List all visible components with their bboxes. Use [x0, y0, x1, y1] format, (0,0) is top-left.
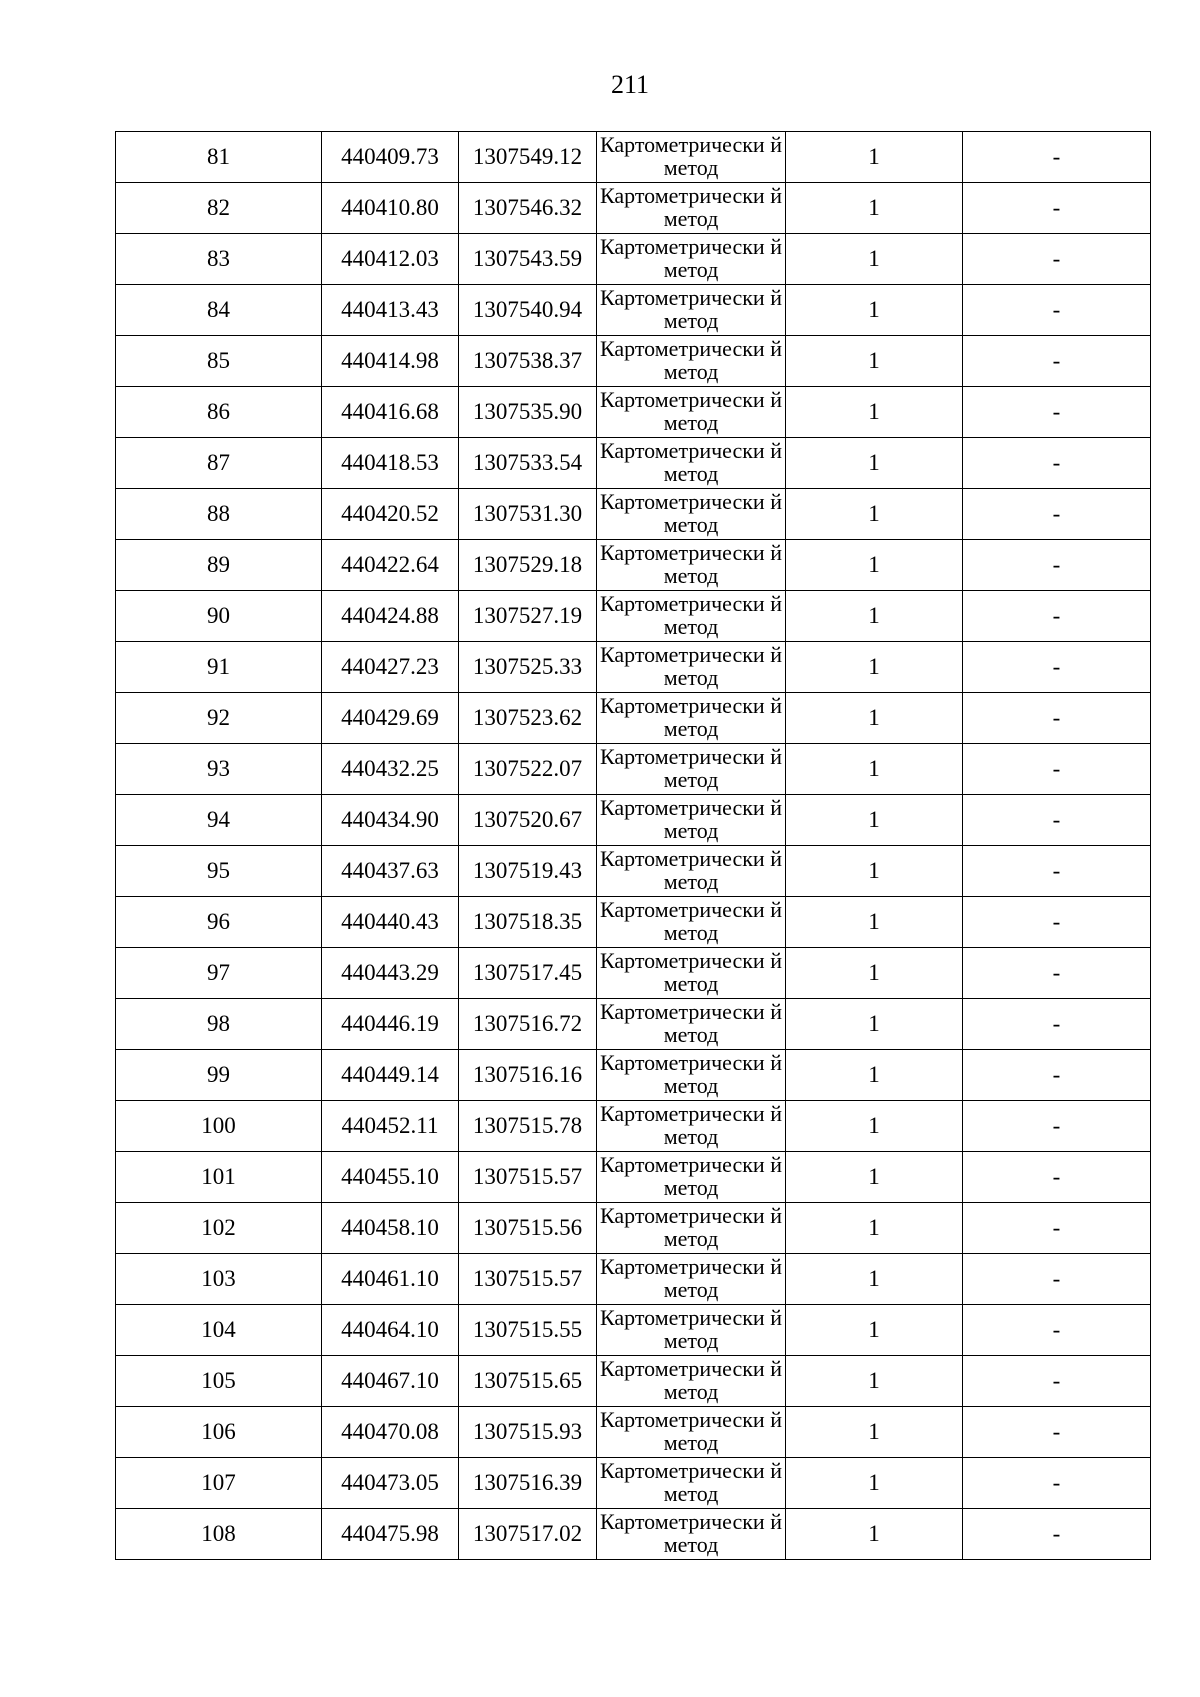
- point-number-cell: 99: [116, 1050, 322, 1101]
- x-coordinate-cell: 440458.10: [322, 1203, 459, 1254]
- note-cell: -: [963, 693, 1151, 744]
- y-coordinate-cell: 1307515.78: [459, 1101, 597, 1152]
- x-coordinate-cell: 440409.73: [322, 132, 459, 183]
- point-number-cell: 105: [116, 1356, 322, 1407]
- method-cell: [597, 642, 786, 693]
- table-row: [116, 1203, 1151, 1254]
- table-row: [116, 948, 1151, 999]
- accuracy-cell: 1: [786, 795, 963, 846]
- accuracy-cell: 1: [786, 489, 963, 540]
- accuracy-cell: 1: [786, 693, 963, 744]
- table-row: [116, 999, 1151, 1050]
- method-cell: [597, 846, 786, 897]
- table-row: [116, 1305, 1151, 1356]
- x-coordinate-cell: 440452.11: [322, 1101, 459, 1152]
- y-coordinate-cell: 1307516.16: [459, 1050, 597, 1101]
- method-cell: [597, 1407, 786, 1458]
- method-cell: [597, 183, 786, 234]
- x-coordinate-cell: 440410.80: [322, 183, 459, 234]
- y-coordinate-cell: 1307517.45: [459, 948, 597, 999]
- accuracy-cell: 1: [786, 999, 963, 1050]
- note-cell: -: [963, 336, 1151, 387]
- method-text: Картометрически й метод: [600, 541, 782, 588]
- x-coordinate-cell: 440413.43: [322, 285, 459, 336]
- note-cell: -: [963, 1203, 1151, 1254]
- accuracy-cell: 1: [786, 1203, 963, 1254]
- y-coordinate-cell: 1307515.57: [459, 1254, 597, 1305]
- note-cell: -: [963, 132, 1151, 183]
- point-number-cell: 95: [116, 846, 322, 897]
- method-text: Картометрически й метод: [600, 796, 782, 843]
- y-coordinate-cell: 1307515.55: [459, 1305, 597, 1356]
- x-coordinate-cell: 440420.52: [322, 489, 459, 540]
- method-text: Картометрически й метод: [600, 1153, 782, 1200]
- y-coordinate-cell: 1307531.30: [459, 489, 597, 540]
- method-cell: [597, 1305, 786, 1356]
- method-text: Картометрически й метод: [600, 1255, 782, 1302]
- method-text: Картометрически й метод: [600, 286, 782, 333]
- method-text: Картометрически й метод: [600, 694, 782, 741]
- point-number-cell: 90: [116, 591, 322, 642]
- method-text: Картометрически й метод: [600, 847, 782, 894]
- point-number-cell: 89: [116, 540, 322, 591]
- accuracy-cell: 1: [786, 540, 963, 591]
- accuracy-cell: 1: [786, 1152, 963, 1203]
- note-cell: -: [963, 285, 1151, 336]
- coordinates-table-body: [116, 132, 1151, 1560]
- note-cell: -: [963, 1152, 1151, 1203]
- point-number-cell: 102: [116, 1203, 322, 1254]
- point-number-cell: 85: [116, 336, 322, 387]
- x-coordinate-cell: 440467.10: [322, 1356, 459, 1407]
- method-text: Картометрически й метод: [600, 133, 782, 180]
- table-row: [116, 642, 1151, 693]
- note-cell: -: [963, 744, 1151, 795]
- accuracy-cell: 1: [786, 336, 963, 387]
- method-cell: [597, 1458, 786, 1509]
- accuracy-cell: 1: [786, 234, 963, 285]
- note-cell: -: [963, 1101, 1151, 1152]
- x-coordinate-cell: 440427.23: [322, 642, 459, 693]
- accuracy-cell: 1: [786, 1050, 963, 1101]
- x-coordinate-cell: 440470.08: [322, 1407, 459, 1458]
- table-row: [116, 1254, 1151, 1305]
- y-coordinate-cell: 1307546.32: [459, 183, 597, 234]
- method-text: Картометрически й метод: [600, 337, 782, 384]
- y-coordinate-cell: 1307529.18: [459, 540, 597, 591]
- table-row: [116, 132, 1151, 183]
- y-coordinate-cell: 1307517.02: [459, 1509, 597, 1560]
- method-text: Картометрически й метод: [600, 745, 782, 792]
- method-cell: [597, 744, 786, 795]
- method-cell: [597, 438, 786, 489]
- accuracy-cell: 1: [786, 132, 963, 183]
- point-number-cell: 103: [116, 1254, 322, 1305]
- note-cell: -: [963, 846, 1151, 897]
- table-row: [116, 387, 1151, 438]
- note-cell: -: [963, 1305, 1151, 1356]
- method-cell: [597, 897, 786, 948]
- method-cell: [597, 1254, 786, 1305]
- point-number-cell: 92: [116, 693, 322, 744]
- method-text: Картометрически й метод: [600, 235, 782, 282]
- y-coordinate-cell: 1307540.94: [459, 285, 597, 336]
- note-cell: -: [963, 1509, 1151, 1560]
- note-cell: -: [963, 1458, 1151, 1509]
- y-coordinate-cell: 1307516.72: [459, 999, 597, 1050]
- point-number-cell: 101: [116, 1152, 322, 1203]
- y-coordinate-cell: 1307520.67: [459, 795, 597, 846]
- accuracy-cell: 1: [786, 285, 963, 336]
- point-number-cell: 87: [116, 438, 322, 489]
- accuracy-cell: 1: [786, 591, 963, 642]
- point-number-cell: 86: [116, 387, 322, 438]
- point-number-cell: 106: [116, 1407, 322, 1458]
- method-text: Картометрически й метод: [600, 1459, 782, 1506]
- y-coordinate-cell: 1307515.56: [459, 1203, 597, 1254]
- point-number-cell: 104: [116, 1305, 322, 1356]
- x-coordinate-cell: 440455.10: [322, 1152, 459, 1203]
- y-coordinate-cell: 1307523.62: [459, 693, 597, 744]
- table-row: [116, 1509, 1151, 1560]
- method-cell: [597, 948, 786, 999]
- note-cell: -: [963, 591, 1151, 642]
- table-row: [116, 795, 1151, 846]
- x-coordinate-cell: 440418.53: [322, 438, 459, 489]
- method-text: Картометрически й метод: [600, 1000, 782, 1047]
- table-row: [116, 897, 1151, 948]
- method-cell: [597, 1509, 786, 1560]
- note-cell: -: [963, 1356, 1151, 1407]
- y-coordinate-cell: 1307515.93: [459, 1407, 597, 1458]
- point-number-cell: 93: [116, 744, 322, 795]
- x-coordinate-cell: 440424.88: [322, 591, 459, 642]
- method-text: Картометрически й метод: [600, 1408, 782, 1455]
- table-row: [116, 1101, 1151, 1152]
- x-coordinate-cell: 440432.25: [322, 744, 459, 795]
- y-coordinate-cell: 1307533.54: [459, 438, 597, 489]
- point-number-cell: 91: [116, 642, 322, 693]
- table-row: [116, 1356, 1151, 1407]
- x-coordinate-cell: 440434.90: [322, 795, 459, 846]
- note-cell: -: [963, 642, 1151, 693]
- y-coordinate-cell: 1307527.19: [459, 591, 597, 642]
- x-coordinate-cell: 440422.64: [322, 540, 459, 591]
- table-row: [116, 1152, 1151, 1203]
- method-text: Картометрически й метод: [600, 643, 782, 690]
- note-cell: -: [963, 234, 1151, 285]
- method-cell: [597, 132, 786, 183]
- table-row: [116, 336, 1151, 387]
- table-row: [116, 693, 1151, 744]
- method-text: Картометрически й метод: [600, 949, 782, 996]
- y-coordinate-cell: 1307516.39: [459, 1458, 597, 1509]
- note-cell: -: [963, 183, 1151, 234]
- x-coordinate-cell: 440437.63: [322, 846, 459, 897]
- method-text: Картометрически й метод: [600, 1051, 782, 1098]
- note-cell: -: [963, 897, 1151, 948]
- coordinates-table: [115, 131, 1151, 1560]
- page-number: 211: [610, 70, 650, 99]
- y-coordinate-cell: 1307522.07: [459, 744, 597, 795]
- method-text: Картометрически й метод: [600, 184, 782, 231]
- method-cell: [597, 234, 786, 285]
- table-row: [116, 1458, 1151, 1509]
- note-cell: -: [963, 438, 1151, 489]
- note-cell: -: [963, 1254, 1151, 1305]
- table-row: [116, 234, 1151, 285]
- table-row: [116, 591, 1151, 642]
- accuracy-cell: 1: [786, 948, 963, 999]
- method-cell: [597, 591, 786, 642]
- y-coordinate-cell: 1307515.65: [459, 1356, 597, 1407]
- method-cell: [597, 693, 786, 744]
- y-coordinate-cell: 1307543.59: [459, 234, 597, 285]
- method-text: Картометрически й метод: [600, 490, 782, 537]
- method-text: Картометрически й метод: [600, 592, 782, 639]
- note-cell: -: [963, 489, 1151, 540]
- x-coordinate-cell: 440446.19: [322, 999, 459, 1050]
- point-number-cell: 97: [116, 948, 322, 999]
- method-cell: [597, 285, 786, 336]
- y-coordinate-cell: 1307535.90: [459, 387, 597, 438]
- method-text: Картометрически й метод: [600, 1357, 782, 1404]
- note-cell: -: [963, 999, 1151, 1050]
- method-cell: [597, 1203, 786, 1254]
- point-number-cell: 100: [116, 1101, 322, 1152]
- x-coordinate-cell: 440443.29: [322, 948, 459, 999]
- method-cell: [597, 795, 786, 846]
- y-coordinate-cell: 1307518.35: [459, 897, 597, 948]
- table-row: [116, 540, 1151, 591]
- method-cell: [597, 1050, 786, 1101]
- accuracy-cell: 1: [786, 1101, 963, 1152]
- x-coordinate-cell: 440440.43: [322, 897, 459, 948]
- point-number-cell: 81: [116, 132, 322, 183]
- point-number-cell: 88: [116, 489, 322, 540]
- method-text: Картометрически й метод: [600, 1204, 782, 1251]
- table-row: [116, 489, 1151, 540]
- point-number-cell: 96: [116, 897, 322, 948]
- method-text: Картометрически й метод: [600, 1510, 782, 1557]
- accuracy-cell: 1: [786, 1254, 963, 1305]
- accuracy-cell: 1: [786, 1458, 963, 1509]
- method-text: Картометрически й метод: [600, 1306, 782, 1353]
- accuracy-cell: 1: [786, 438, 963, 489]
- y-coordinate-cell: 1307515.57: [459, 1152, 597, 1203]
- table-row: [116, 438, 1151, 489]
- table-row: [116, 1050, 1151, 1101]
- accuracy-cell: 1: [786, 846, 963, 897]
- accuracy-cell: 1: [786, 1407, 963, 1458]
- x-coordinate-cell: 440416.68: [322, 387, 459, 438]
- x-coordinate-cell: 440412.03: [322, 234, 459, 285]
- note-cell: -: [963, 1407, 1151, 1458]
- x-coordinate-cell: 440414.98: [322, 336, 459, 387]
- note-cell: -: [963, 948, 1151, 999]
- method-cell: [597, 540, 786, 591]
- table-row: [116, 744, 1151, 795]
- x-coordinate-cell: 440429.69: [322, 693, 459, 744]
- point-number-cell: 83: [116, 234, 322, 285]
- method-cell: [597, 1356, 786, 1407]
- note-cell: -: [963, 795, 1151, 846]
- note-cell: -: [963, 1050, 1151, 1101]
- accuracy-cell: 1: [786, 183, 963, 234]
- table-row: [116, 846, 1151, 897]
- x-coordinate-cell: 440473.05: [322, 1458, 459, 1509]
- method-cell: [597, 336, 786, 387]
- method-cell: [597, 1101, 786, 1152]
- accuracy-cell: 1: [786, 897, 963, 948]
- method-cell: [597, 489, 786, 540]
- method-cell: [597, 999, 786, 1050]
- point-number-cell: 98: [116, 999, 322, 1050]
- x-coordinate-cell: 440464.10: [322, 1305, 459, 1356]
- method-text: Картометрически й метод: [600, 439, 782, 486]
- x-coordinate-cell: 440449.14: [322, 1050, 459, 1101]
- method-cell: [597, 1152, 786, 1203]
- method-text: Картометрически й метод: [600, 898, 782, 945]
- point-number-cell: 84: [116, 285, 322, 336]
- accuracy-cell: 1: [786, 642, 963, 693]
- accuracy-cell: 1: [786, 1305, 963, 1356]
- accuracy-cell: 1: [786, 1509, 963, 1560]
- method-text: Картометрически й метод: [600, 1102, 782, 1149]
- point-number-cell: 108: [116, 1509, 322, 1560]
- y-coordinate-cell: 1307519.43: [459, 846, 597, 897]
- point-number-cell: 94: [116, 795, 322, 846]
- y-coordinate-cell: 1307525.33: [459, 642, 597, 693]
- table-row: [116, 1407, 1151, 1458]
- table-row: [116, 183, 1151, 234]
- note-cell: -: [963, 387, 1151, 438]
- y-coordinate-cell: 1307538.37: [459, 336, 597, 387]
- point-number-cell: 82: [116, 183, 322, 234]
- note-cell: -: [963, 540, 1151, 591]
- method-text: Картометрически й метод: [600, 388, 782, 435]
- point-number-cell: 107: [116, 1458, 322, 1509]
- x-coordinate-cell: 440475.98: [322, 1509, 459, 1560]
- method-cell: [597, 387, 786, 438]
- accuracy-cell: 1: [786, 744, 963, 795]
- accuracy-cell: 1: [786, 1356, 963, 1407]
- accuracy-cell: 1: [786, 387, 963, 438]
- table-row: [116, 285, 1151, 336]
- y-coordinate-cell: 1307549.12: [459, 132, 597, 183]
- x-coordinate-cell: 440461.10: [322, 1254, 459, 1305]
